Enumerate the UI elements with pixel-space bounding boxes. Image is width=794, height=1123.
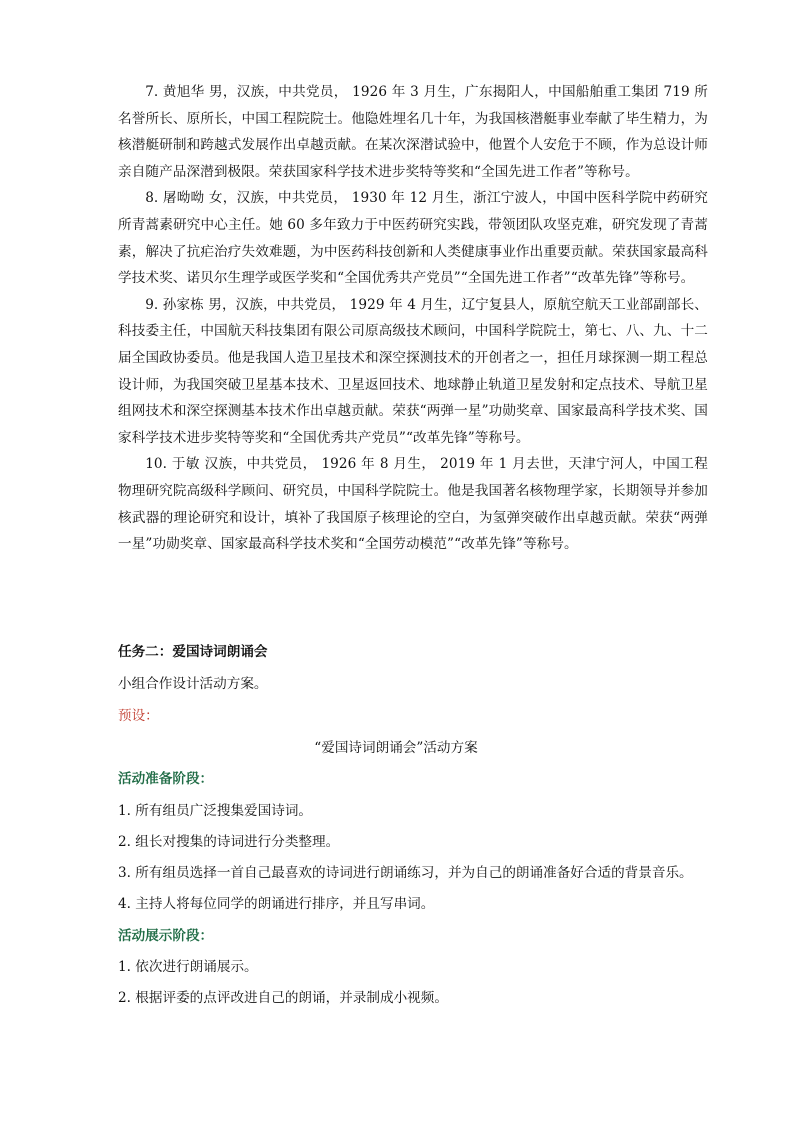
prep-step: 1. 所有组员广泛搜集爱国诗词。 — [118, 803, 313, 819]
task2-instruction: 小组合作设计活动方案。 — [118, 676, 268, 692]
prep-step: 4. 主持人将每位同学的朗诵进行排序，并且写串词。 — [118, 896, 435, 912]
preset-label: 预设： — [118, 708, 159, 724]
show-step: 2. 根据评委的点评改进自己的朗诵，并录制成小视频。 — [118, 990, 448, 1006]
document-body — [118, 79, 708, 558]
prep-stage-heading: 活动准备阶段： — [118, 771, 214, 787]
bio-paragraph-huang-xuhua: 7. 黄旭华 男，汉族，中共党员， 1926 年 3 月生，广东揭阳人，中国船舶重工集团 719 所名誉所长、原所长，中国工程院院士。他隐姓埋名几十年，为我国核潜艇事业奉献了毕生精力，为核潜艇研制和跨越式发展作出卓越贡献。在某次深潜试验中，他置个人安危于不顾，作为总设计师亲自随产品深潜到极限。荣获国家科学技术进步奖特等奖和“全国先进工作者”等称号。 — [118, 84, 708, 180]
task2-heading: 任务二：爱国诗词朗诵会 — [118, 644, 268, 660]
show-stage-heading: 活动展示阶段： — [118, 928, 214, 944]
plan-title: “爱国诗词朗诵会”活动方案 — [314, 740, 478, 756]
prep-step: 3. 所有组员选择一首自己最喜欢的诗词进行朗诵练习，并为自己的朗诵准备好合适的背景音乐。 — [118, 865, 693, 881]
show-step: 1. 依次进行朗诵展示。 — [118, 959, 258, 975]
bio-paragraph-tu-youyou: 8. 屠呦呦 女，汉族，中共党员， 1930 年 12 月生，浙江宁波人，中国中医科学院中药研究所青蒿素研究中心主任。她 60 多年致力于中医药研究实践，带领团队攻坚克难，研究发现了青蒿素，解决了抗疟治疗失效难题，为中医药科技创新和人类健康事业作出重要贡献。荣获国家最高科学技术奖、诺贝尔生理学或医学奖和“全国优秀共产党员”“全国先进工作者”“改革先锋”等称号。 — [118, 190, 708, 287]
bio-paragraph-yu-min: 10. 于敏 汉族，中共党员， 1926 年 8 月生， 2019 年 1 月去世，天津宁河人，中国工程物理研究院高级科学顾问、研究员，中国科学院院士。他是我国著名核物理学家，长期领导并参加核武器的理论研究和设计，填补了我国原子核理论的空白，为氢弹突破作出卓越贡献。荣获“两弹一星”功勋奖章、国家最高科学技术奖和“全国劳动模范”“改革先锋”等称号。 — [118, 456, 708, 553]
prep-step: 2. 组长对搜集的诗词进行分类整理。 — [118, 834, 340, 850]
bio-paragraph-sun-jiadong: 9. 孙家栋 男，汉族，中共党员， 1929 年 4 月生，辽宁复县人，原航空航天工业部副部长、科技委主任，中国航天科技集团有限公司原高级技术顾问，中国科学院院士，第七、八、九、十二届全国政协委员。他是我国人造卫星技术和深空探测技术的开创者之一，担任月球探测一期工程总设计师，为我国突破卫星基本技术、卫星返回技术、地球静止轨道卫星发射和定点技术、导航卫星组网技术和深空探测基本技术作出卓越贡献。荣获“两弹一星”功勋奖章、国家最高科学技术奖、国家科学技术进步奖特等奖和“全国优秀共产党员”“改革先锋”等称号。 — [118, 296, 708, 446]
